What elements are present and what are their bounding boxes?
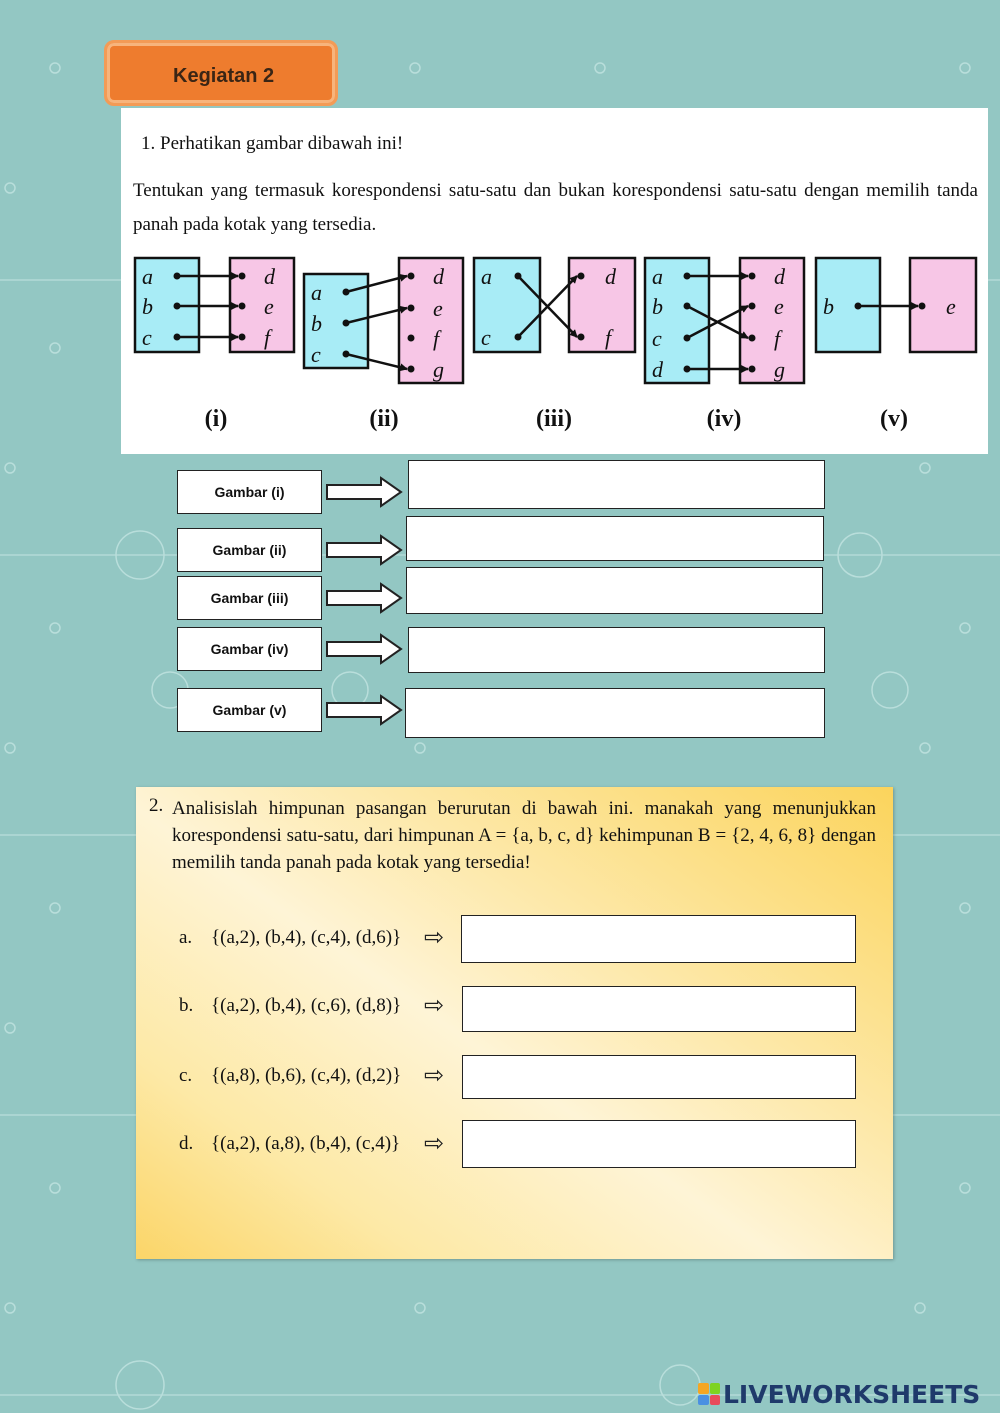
option-letter: a.	[179, 927, 193, 948]
logo-text: LIVEWORKSHEETS	[723, 1379, 981, 1409]
hollow-arrow-icon	[325, 534, 405, 566]
domain-element: b	[311, 311, 322, 336]
codomain-point	[239, 303, 246, 310]
domain-element: c	[311, 342, 321, 367]
domain-element: c	[652, 326, 662, 351]
diagram-figure-1	[135, 258, 294, 432]
codomain-point	[749, 366, 756, 373]
domain-element: a	[652, 264, 663, 289]
domain-element: b	[823, 294, 834, 319]
activity-title-badge	[104, 40, 338, 106]
figure-caption: (ii)	[369, 406, 399, 432]
codomain-point	[749, 335, 756, 342]
option-ordered-pairs: {(a,2), (b,4), (c,4), (d,6)}	[211, 927, 402, 948]
codomain-point	[408, 305, 415, 312]
right-arrow-icon: ⇨	[424, 1061, 445, 1089]
right-arrow-icon: ⇨	[424, 1129, 445, 1157]
domain-element: d	[652, 357, 663, 382]
answer-box-option-d[interactable]	[462, 1120, 856, 1168]
answer-box-option-b[interactable]	[462, 986, 856, 1032]
answer-box-figure-5[interactable]	[405, 688, 825, 738]
codomain-element: d	[433, 264, 444, 289]
right-arrow-icon: ⇨	[424, 991, 445, 1019]
domain-element: c	[142, 325, 152, 350]
figure-caption: (iv)	[706, 406, 742, 432]
codomain-element: f	[264, 325, 271, 350]
codomain-element: f	[605, 325, 612, 350]
answer-box-figure-4[interactable]	[408, 627, 825, 673]
option-ordered-pairs: {(a,2), (a,8), (b,4), (c,4)}	[211, 1133, 401, 1154]
codomain-point	[239, 273, 246, 280]
figure-caption: (iii)	[536, 406, 572, 432]
question-1-title: 1. Perhatikan gambar dibawah ini!	[141, 133, 404, 154]
figure-label-5: Gambar (v)	[177, 688, 322, 732]
codomain-point	[749, 273, 756, 280]
question-2-text: Analisislah himpunan pasangan berurutan di bawah ini. manakah yang menunjukkan korespondensi satu-satu, dari himpunan A = {a, b, c, d} kehimpunan B = {2, 4, 6, 8} dengan memilih tanda panah pada kotak yang tersedia!	[172, 798, 876, 873]
codomain-point	[578, 273, 585, 280]
domain-element: b	[142, 294, 153, 319]
logo-mark-icon	[698, 1383, 720, 1405]
mapping-diagrams	[121, 108, 988, 454]
activity-title: Kegiatan 2	[173, 65, 275, 87]
answer-box-option-c[interactable]	[462, 1055, 856, 1099]
codomain-point	[919, 303, 926, 310]
figure-caption: (v)	[880, 406, 908, 432]
codomain-element: g	[433, 357, 444, 382]
codomain-element: f	[774, 326, 781, 351]
codomain-point	[408, 366, 415, 373]
option-letter: c.	[179, 1065, 193, 1086]
answer-box-option-a[interactable]	[461, 915, 856, 963]
codomain-point	[408, 335, 415, 342]
codomain-point	[749, 303, 756, 310]
diagram-figure-2	[304, 258, 463, 432]
codomain-element: e	[946, 294, 956, 319]
diagram-figure-3	[474, 258, 635, 432]
answer-box-figure-1[interactable]	[408, 460, 825, 509]
codomain-element: d	[264, 264, 275, 289]
answer-box-figure-2[interactable]	[406, 516, 824, 561]
codomain-element: e	[433, 296, 443, 321]
hollow-arrow-icon	[325, 476, 405, 508]
figure-label-4: Gambar (iv)	[177, 627, 322, 671]
codomain-element: d	[774, 264, 785, 289]
codomain-point	[239, 334, 246, 341]
option-ordered-pairs: {(a,8), (b,6), (c,4), (d,2)}	[211, 1065, 402, 1086]
codomain-element: e	[264, 294, 274, 319]
option-ordered-pairs: {(a,2), (b,4), (c,6), (d,8)}	[211, 995, 402, 1016]
codomain-element: f	[433, 326, 440, 351]
domain-element: a	[142, 264, 153, 289]
domain-element: c	[481, 325, 491, 350]
codomain-element: d	[605, 264, 616, 289]
answer-box-figure-3[interactable]	[406, 567, 823, 614]
codomain-point	[408, 273, 415, 280]
domain-element: b	[652, 294, 663, 319]
codomain-element: g	[774, 357, 785, 382]
question-1-instruction: Tentukan yang termasuk korespondensi satu-satu dan bukan korespondensi satu-satu dengan memilih tanda panah pada kotak yang tersedia.	[133, 180, 978, 235]
question-2-number: 2.	[149, 795, 164, 816]
question-1-panel	[121, 108, 988, 454]
hollow-arrow-icon	[325, 694, 405, 726]
right-arrow-icon: ⇨	[424, 923, 445, 951]
figure-caption: (i)	[204, 406, 228, 432]
option-letter: b.	[179, 995, 194, 1016]
figure-label-2: Gambar (ii)	[177, 528, 322, 572]
diagram-figure-5	[816, 258, 976, 432]
domain-element: a	[481, 264, 492, 289]
hollow-arrow-icon	[325, 633, 405, 665]
codomain-element: e	[774, 294, 784, 319]
domain-element: a	[311, 280, 322, 305]
figure-label-1: Gambar (i)	[177, 470, 322, 514]
hollow-arrow-icon	[325, 582, 405, 614]
figure-label-3: Gambar (iii)	[177, 576, 322, 620]
option-letter: d.	[179, 1133, 194, 1154]
question-2-panel	[136, 787, 893, 1259]
diagram-figure-4	[645, 258, 804, 432]
liveworksheets-logo	[698, 1378, 980, 1410]
codomain-point	[578, 334, 585, 341]
